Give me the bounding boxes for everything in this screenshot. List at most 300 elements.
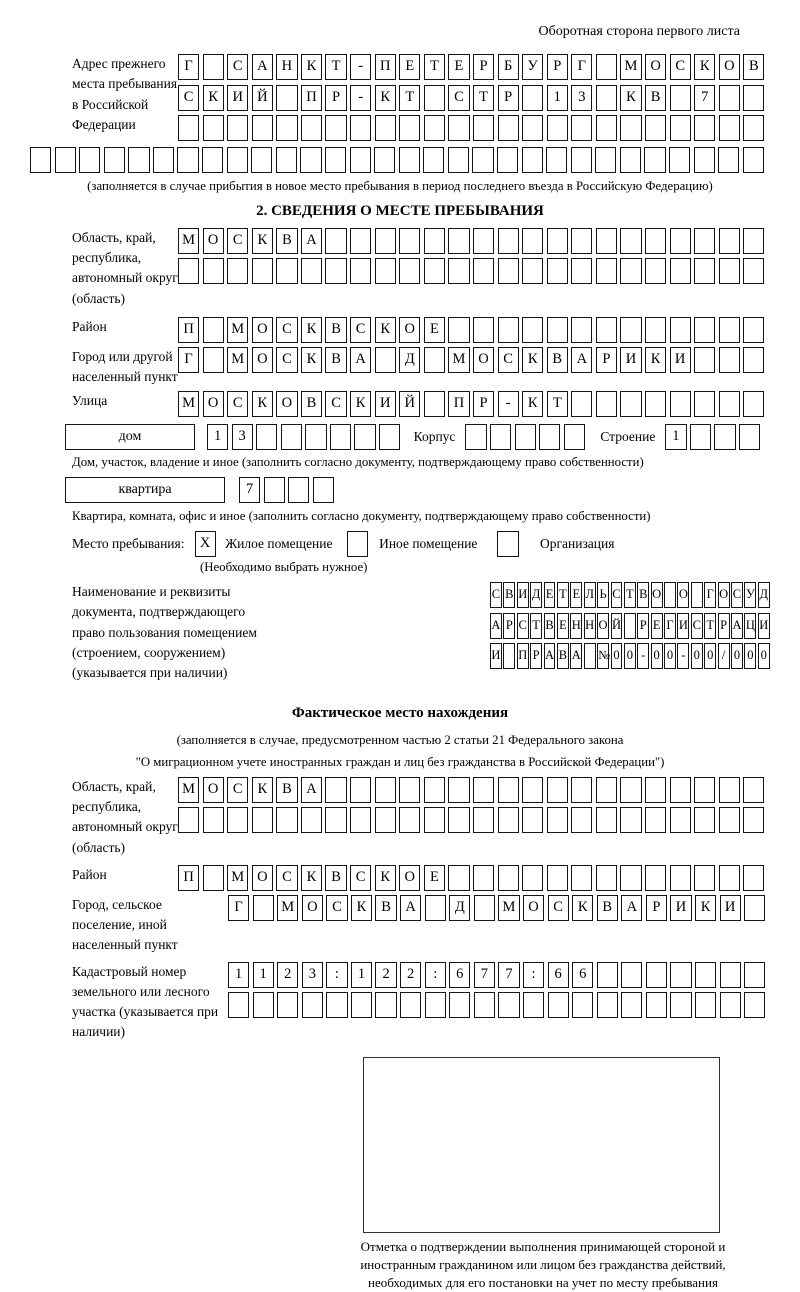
- char-cell[interactable]: 0: [611, 643, 623, 669]
- char-cell[interactable]: [571, 115, 592, 141]
- char-cell[interactable]: [498, 228, 519, 254]
- char-cell[interactable]: О: [203, 777, 224, 803]
- char-cell[interactable]: О: [645, 54, 666, 80]
- char-cell[interactable]: 0: [744, 643, 756, 669]
- char-cell[interactable]: М: [448, 347, 469, 373]
- char-cell[interactable]: [424, 391, 445, 417]
- char-cell[interactable]: В: [503, 582, 515, 608]
- char-cell[interactable]: 7: [694, 85, 715, 111]
- char-cell[interactable]: С: [498, 347, 519, 373]
- char-cell[interactable]: [620, 807, 641, 833]
- raion-row[interactable]: [178, 317, 768, 343]
- char-cell[interactable]: [474, 895, 495, 921]
- char-cell[interactable]: [719, 777, 740, 803]
- char-cell[interactable]: 3: [302, 962, 323, 988]
- char-cell[interactable]: С: [350, 317, 371, 343]
- char-cell[interactable]: Г: [571, 54, 592, 80]
- char-cell[interactable]: [719, 85, 740, 111]
- char-cell[interactable]: 2: [375, 962, 396, 988]
- char-cell[interactable]: М: [620, 54, 641, 80]
- char-cell[interactable]: [178, 115, 199, 141]
- char-cell[interactable]: [515, 424, 536, 450]
- char-cell[interactable]: М: [178, 391, 199, 417]
- char-cell[interactable]: [330, 424, 351, 450]
- char-cell[interactable]: [498, 115, 519, 141]
- char-cell[interactable]: П: [301, 85, 322, 111]
- char-cell[interactable]: [714, 424, 735, 450]
- char-cell[interactable]: [375, 807, 396, 833]
- char-cell[interactable]: [743, 807, 764, 833]
- char-cell[interactable]: [522, 865, 543, 891]
- char-cell[interactable]: К: [375, 317, 396, 343]
- char-cell[interactable]: И: [517, 582, 529, 608]
- char-cell[interactable]: [449, 992, 470, 1018]
- char-cell[interactable]: К: [522, 347, 543, 373]
- char-cell[interactable]: [178, 807, 199, 833]
- char-cell[interactable]: [743, 865, 764, 891]
- char-cell[interactable]: [584, 643, 596, 669]
- char-cell[interactable]: [694, 258, 715, 284]
- char-cell[interactable]: Т: [704, 613, 716, 639]
- char-cell[interactable]: 1: [547, 85, 568, 111]
- char-cell[interactable]: [522, 258, 543, 284]
- char-cell[interactable]: [203, 807, 224, 833]
- char-cell[interactable]: С: [227, 228, 248, 254]
- char-cell[interactable]: [522, 115, 543, 141]
- char-cell[interactable]: [252, 115, 273, 141]
- char-cell[interactable]: Т: [424, 54, 445, 80]
- char-cell[interactable]: 0: [691, 643, 703, 669]
- char-cell[interactable]: [596, 85, 617, 111]
- char-cell[interactable]: [620, 865, 641, 891]
- char-cell[interactable]: [448, 258, 469, 284]
- char-cell[interactable]: [522, 85, 543, 111]
- char-cell[interactable]: О: [399, 317, 420, 343]
- char-cell[interactable]: /: [718, 643, 730, 669]
- char-cell[interactable]: [474, 992, 495, 1018]
- char-cell[interactable]: [473, 317, 494, 343]
- char-cell[interactable]: А: [731, 613, 743, 639]
- char-cell[interactable]: [670, 317, 691, 343]
- char-cell[interactable]: О: [252, 865, 273, 891]
- dom-cells[interactable]: [207, 424, 404, 450]
- char-cell[interactable]: Е: [651, 613, 663, 639]
- char-cell[interactable]: К: [252, 777, 273, 803]
- char-cell[interactable]: [620, 391, 641, 417]
- char-cell[interactable]: [203, 317, 224, 343]
- char-cell[interactable]: [354, 424, 375, 450]
- char-cell[interactable]: [178, 258, 199, 284]
- fact-gorod-row[interactable]: [228, 895, 769, 921]
- char-cell[interactable]: Н: [570, 613, 582, 639]
- char-cell[interactable]: [497, 147, 518, 173]
- char-cell[interactable]: [670, 962, 691, 988]
- char-cell[interactable]: 6: [449, 962, 470, 988]
- char-cell[interactable]: К: [375, 865, 396, 891]
- char-cell[interactable]: [620, 147, 641, 173]
- char-cell[interactable]: [597, 962, 618, 988]
- char-cell[interactable]: -: [350, 85, 371, 111]
- char-cell[interactable]: [350, 258, 371, 284]
- char-cell[interactable]: Д: [449, 895, 470, 921]
- char-cell[interactable]: [645, 115, 666, 141]
- char-cell[interactable]: 1: [207, 424, 228, 450]
- char-cell[interactable]: 3: [232, 424, 253, 450]
- char-cell[interactable]: [597, 992, 618, 1018]
- char-cell[interactable]: Д: [399, 347, 420, 373]
- char-cell[interactable]: Д: [758, 582, 770, 608]
- char-cell[interactable]: [743, 347, 764, 373]
- char-cell[interactable]: Г: [178, 54, 199, 80]
- char-cell[interactable]: [253, 992, 274, 1018]
- char-cell[interactable]: [720, 992, 741, 1018]
- char-cell[interactable]: 3: [571, 85, 592, 111]
- char-cell[interactable]: :: [326, 962, 347, 988]
- char-cell[interactable]: [595, 147, 616, 173]
- char-cell[interactable]: [670, 258, 691, 284]
- char-cell[interactable]: 1: [228, 962, 249, 988]
- char-cell[interactable]: Т: [547, 391, 568, 417]
- char-cell[interactable]: [547, 115, 568, 141]
- char-cell[interactable]: [670, 391, 691, 417]
- char-cell[interactable]: К: [572, 895, 593, 921]
- char-cell[interactable]: [203, 54, 224, 80]
- char-cell[interactable]: [596, 258, 617, 284]
- char-cell[interactable]: [448, 115, 469, 141]
- char-cell[interactable]: К: [301, 317, 322, 343]
- char-cell[interactable]: [620, 777, 641, 803]
- char-cell[interactable]: 0: [664, 643, 676, 669]
- char-cell[interactable]: М: [227, 317, 248, 343]
- char-cell[interactable]: Г: [704, 582, 716, 608]
- char-cell[interactable]: [670, 115, 691, 141]
- char-cell[interactable]: [571, 807, 592, 833]
- char-cell[interactable]: [645, 865, 666, 891]
- char-cell[interactable]: 7: [239, 477, 260, 503]
- char-cell[interactable]: С: [517, 613, 529, 639]
- char-cell[interactable]: [670, 777, 691, 803]
- char-cell[interactable]: [743, 317, 764, 343]
- char-cell[interactable]: [695, 962, 716, 988]
- char-cell[interactable]: К: [694, 54, 715, 80]
- char-cell[interactable]: [694, 391, 715, 417]
- char-cell[interactable]: [301, 258, 322, 284]
- char-cell[interactable]: [694, 777, 715, 803]
- char-cell[interactable]: [621, 992, 642, 1018]
- char-cell[interactable]: [719, 807, 740, 833]
- char-cell[interactable]: С: [178, 85, 199, 111]
- char-cell[interactable]: [646, 962, 667, 988]
- char-cell[interactable]: Е: [557, 613, 569, 639]
- char-cell[interactable]: В: [637, 582, 649, 608]
- char-cell[interactable]: [539, 424, 560, 450]
- char-cell[interactable]: X: [195, 531, 216, 557]
- char-cell[interactable]: [522, 317, 543, 343]
- char-cell[interactable]: К: [203, 85, 224, 111]
- char-cell[interactable]: [547, 777, 568, 803]
- char-cell[interactable]: [571, 147, 592, 173]
- char-cell[interactable]: [564, 424, 585, 450]
- char-cell[interactable]: П: [375, 54, 396, 80]
- checkbox-org[interactable]: [497, 531, 522, 557]
- char-cell[interactable]: К: [620, 85, 641, 111]
- char-cell[interactable]: В: [325, 865, 346, 891]
- char-cell[interactable]: [719, 228, 740, 254]
- char-cell[interactable]: О: [252, 347, 273, 373]
- char-cell[interactable]: С: [350, 865, 371, 891]
- char-cell[interactable]: [473, 228, 494, 254]
- char-cell[interactable]: О: [203, 391, 224, 417]
- char-cell[interactable]: [448, 807, 469, 833]
- char-cell[interactable]: 7: [474, 962, 495, 988]
- char-cell[interactable]: Р: [498, 85, 519, 111]
- char-cell[interactable]: [448, 777, 469, 803]
- char-cell[interactable]: [694, 115, 715, 141]
- char-cell[interactable]: [669, 147, 690, 173]
- doc-row-1[interactable]: [490, 582, 771, 608]
- char-cell[interactable]: [620, 115, 641, 141]
- char-cell[interactable]: [302, 992, 323, 1018]
- char-cell[interactable]: [326, 992, 347, 1018]
- char-cell[interactable]: [252, 258, 273, 284]
- char-cell[interactable]: О: [302, 895, 323, 921]
- char-cell[interactable]: [472, 147, 493, 173]
- char-cell[interactable]: [313, 477, 334, 503]
- char-cell[interactable]: С: [276, 865, 297, 891]
- char-cell[interactable]: Г: [178, 347, 199, 373]
- char-cell[interactable]: В: [547, 347, 568, 373]
- char-cell[interactable]: [498, 258, 519, 284]
- char-cell[interactable]: 0: [704, 643, 716, 669]
- char-cell[interactable]: Й: [399, 391, 420, 417]
- char-cell[interactable]: В: [301, 391, 322, 417]
- char-cell[interactable]: [400, 992, 421, 1018]
- char-cell[interactable]: С: [276, 317, 297, 343]
- char-cell[interactable]: [305, 424, 326, 450]
- char-cell[interactable]: 2: [277, 962, 298, 988]
- char-cell[interactable]: [425, 895, 446, 921]
- char-cell[interactable]: [548, 992, 569, 1018]
- char-cell[interactable]: [719, 115, 740, 141]
- char-cell[interactable]: [473, 777, 494, 803]
- char-cell[interactable]: [424, 807, 445, 833]
- char-cell[interactable]: [743, 228, 764, 254]
- char-cell[interactable]: [325, 777, 346, 803]
- char-cell[interactable]: [375, 258, 396, 284]
- char-cell[interactable]: Р: [473, 54, 494, 80]
- char-cell[interactable]: [448, 228, 469, 254]
- char-cell[interactable]: -: [637, 643, 649, 669]
- char-cell[interactable]: П: [178, 865, 199, 891]
- char-cell[interactable]: Ц: [744, 613, 756, 639]
- char-cell[interactable]: [596, 391, 617, 417]
- char-cell[interactable]: [203, 258, 224, 284]
- char-cell[interactable]: М: [498, 895, 519, 921]
- char-cell[interactable]: Р: [718, 613, 730, 639]
- char-cell[interactable]: [644, 147, 665, 173]
- char-cell[interactable]: И: [670, 895, 691, 921]
- char-cell[interactable]: С: [276, 347, 297, 373]
- char-cell[interactable]: В: [276, 228, 297, 254]
- char-cell[interactable]: [227, 115, 248, 141]
- char-cell[interactable]: С: [670, 54, 691, 80]
- char-cell[interactable]: К: [695, 895, 716, 921]
- char-cell[interactable]: [375, 992, 396, 1018]
- char-cell[interactable]: [375, 347, 396, 373]
- char-cell[interactable]: Р: [530, 643, 542, 669]
- char-cell[interactable]: [744, 895, 765, 921]
- char-cell[interactable]: [571, 777, 592, 803]
- char-cell[interactable]: В: [375, 895, 396, 921]
- char-cell[interactable]: С: [490, 582, 502, 608]
- char-cell[interactable]: :: [425, 962, 446, 988]
- char-cell[interactable]: О: [399, 865, 420, 891]
- char-cell[interactable]: К: [351, 895, 372, 921]
- char-cell[interactable]: [522, 777, 543, 803]
- char-cell[interactable]: [743, 115, 764, 141]
- char-cell[interactable]: [523, 992, 544, 1018]
- char-cell[interactable]: [547, 228, 568, 254]
- char-cell[interactable]: [719, 347, 740, 373]
- char-cell[interactable]: [448, 147, 469, 173]
- char-cell[interactable]: О: [252, 317, 273, 343]
- char-cell[interactable]: [281, 424, 302, 450]
- char-cell[interactable]: 0: [651, 643, 663, 669]
- char-cell[interactable]: [743, 777, 764, 803]
- char-cell[interactable]: О: [276, 391, 297, 417]
- char-cell[interactable]: [596, 317, 617, 343]
- char-cell[interactable]: А: [621, 895, 642, 921]
- char-cell[interactable]: [720, 962, 741, 988]
- char-cell[interactable]: О: [597, 613, 609, 639]
- char-cell[interactable]: О: [719, 54, 740, 80]
- char-cell[interactable]: [547, 258, 568, 284]
- char-cell[interactable]: В: [276, 777, 297, 803]
- char-cell[interactable]: [503, 643, 515, 669]
- char-cell[interactable]: [719, 391, 740, 417]
- char-cell[interactable]: И: [620, 347, 641, 373]
- char-cell[interactable]: Е: [448, 54, 469, 80]
- char-cell[interactable]: М: [178, 228, 199, 254]
- char-cell[interactable]: П: [178, 317, 199, 343]
- char-cell[interactable]: Т: [624, 582, 636, 608]
- char-cell[interactable]: [379, 424, 400, 450]
- char-cell[interactable]: [694, 865, 715, 891]
- char-cell[interactable]: Р: [503, 613, 515, 639]
- char-cell[interactable]: [670, 807, 691, 833]
- char-cell[interactable]: №: [597, 643, 609, 669]
- char-cell[interactable]: [498, 992, 519, 1018]
- char-cell[interactable]: М: [227, 865, 248, 891]
- prev-address-row-2[interactable]: [178, 85, 768, 111]
- char-cell[interactable]: [375, 228, 396, 254]
- char-cell[interactable]: [301, 115, 322, 141]
- char-cell[interactable]: [424, 228, 445, 254]
- char-cell[interactable]: С: [611, 582, 623, 608]
- char-cell[interactable]: Т: [530, 613, 542, 639]
- char-cell[interactable]: И: [670, 347, 691, 373]
- char-cell[interactable]: Ь: [597, 582, 609, 608]
- char-cell[interactable]: [227, 147, 248, 173]
- char-cell[interactable]: :: [523, 962, 544, 988]
- char-cell[interactable]: [203, 865, 224, 891]
- char-cell[interactable]: О: [473, 347, 494, 373]
- char-cell[interactable]: [252, 807, 273, 833]
- char-cell[interactable]: Р: [547, 54, 568, 80]
- char-cell[interactable]: О: [677, 582, 689, 608]
- char-cell[interactable]: Р: [596, 347, 617, 373]
- char-cell[interactable]: Т: [399, 85, 420, 111]
- char-cell[interactable]: [624, 613, 636, 639]
- char-cell[interactable]: Р: [325, 85, 346, 111]
- char-cell[interactable]: [424, 258, 445, 284]
- kadastr-row-1[interactable]: [228, 962, 769, 988]
- char-cell[interactable]: [645, 807, 666, 833]
- char-cell[interactable]: [424, 347, 445, 373]
- char-cell[interactable]: [571, 391, 592, 417]
- char-cell[interactable]: [645, 317, 666, 343]
- char-cell[interactable]: [690, 424, 711, 450]
- char-cell[interactable]: [645, 777, 666, 803]
- char-cell[interactable]: Л: [584, 582, 596, 608]
- gorod-row[interactable]: [178, 347, 768, 373]
- char-cell[interactable]: [546, 147, 567, 173]
- char-cell[interactable]: [399, 228, 420, 254]
- char-cell[interactable]: П: [517, 643, 529, 669]
- oblast-row-2[interactable]: [178, 258, 768, 284]
- char-cell[interactable]: [522, 807, 543, 833]
- char-cell[interactable]: [596, 777, 617, 803]
- char-cell[interactable]: [425, 992, 446, 1018]
- char-cell[interactable]: [547, 865, 568, 891]
- char-cell[interactable]: С: [448, 85, 469, 111]
- char-cell[interactable]: Й: [611, 613, 623, 639]
- char-cell[interactable]: [399, 777, 420, 803]
- kadastr-row-2[interactable]: [228, 992, 769, 1018]
- char-cell[interactable]: [743, 258, 764, 284]
- char-cell[interactable]: С: [227, 54, 248, 80]
- char-cell[interactable]: [547, 807, 568, 833]
- stroenie-cells[interactable]: [665, 424, 763, 450]
- char-cell[interactable]: Н: [584, 613, 596, 639]
- char-cell[interactable]: [498, 317, 519, 343]
- char-cell[interactable]: Й: [252, 85, 273, 111]
- char-cell[interactable]: [424, 85, 445, 111]
- char-cell[interactable]: [399, 115, 420, 141]
- char-cell[interactable]: [424, 115, 445, 141]
- char-cell[interactable]: [253, 895, 274, 921]
- char-cell[interactable]: [374, 147, 395, 173]
- char-cell[interactable]: В: [544, 613, 556, 639]
- char-cell[interactable]: [620, 258, 641, 284]
- char-cell[interactable]: К: [301, 865, 322, 891]
- char-cell[interactable]: [739, 424, 760, 450]
- char-cell[interactable]: А: [570, 643, 582, 669]
- char-cell[interactable]: М: [178, 777, 199, 803]
- char-cell[interactable]: Р: [637, 613, 649, 639]
- char-cell[interactable]: [572, 992, 593, 1018]
- char-cell[interactable]: И: [227, 85, 248, 111]
- char-cell[interactable]: [694, 228, 715, 254]
- char-cell[interactable]: [375, 777, 396, 803]
- char-cell[interactable]: [596, 228, 617, 254]
- fact-oblast-row-2[interactable]: [178, 807, 768, 833]
- char-cell[interactable]: [571, 317, 592, 343]
- char-cell[interactable]: Е: [544, 582, 556, 608]
- char-cell[interactable]: [276, 807, 297, 833]
- char-cell[interactable]: [325, 258, 346, 284]
- char-cell[interactable]: [571, 865, 592, 891]
